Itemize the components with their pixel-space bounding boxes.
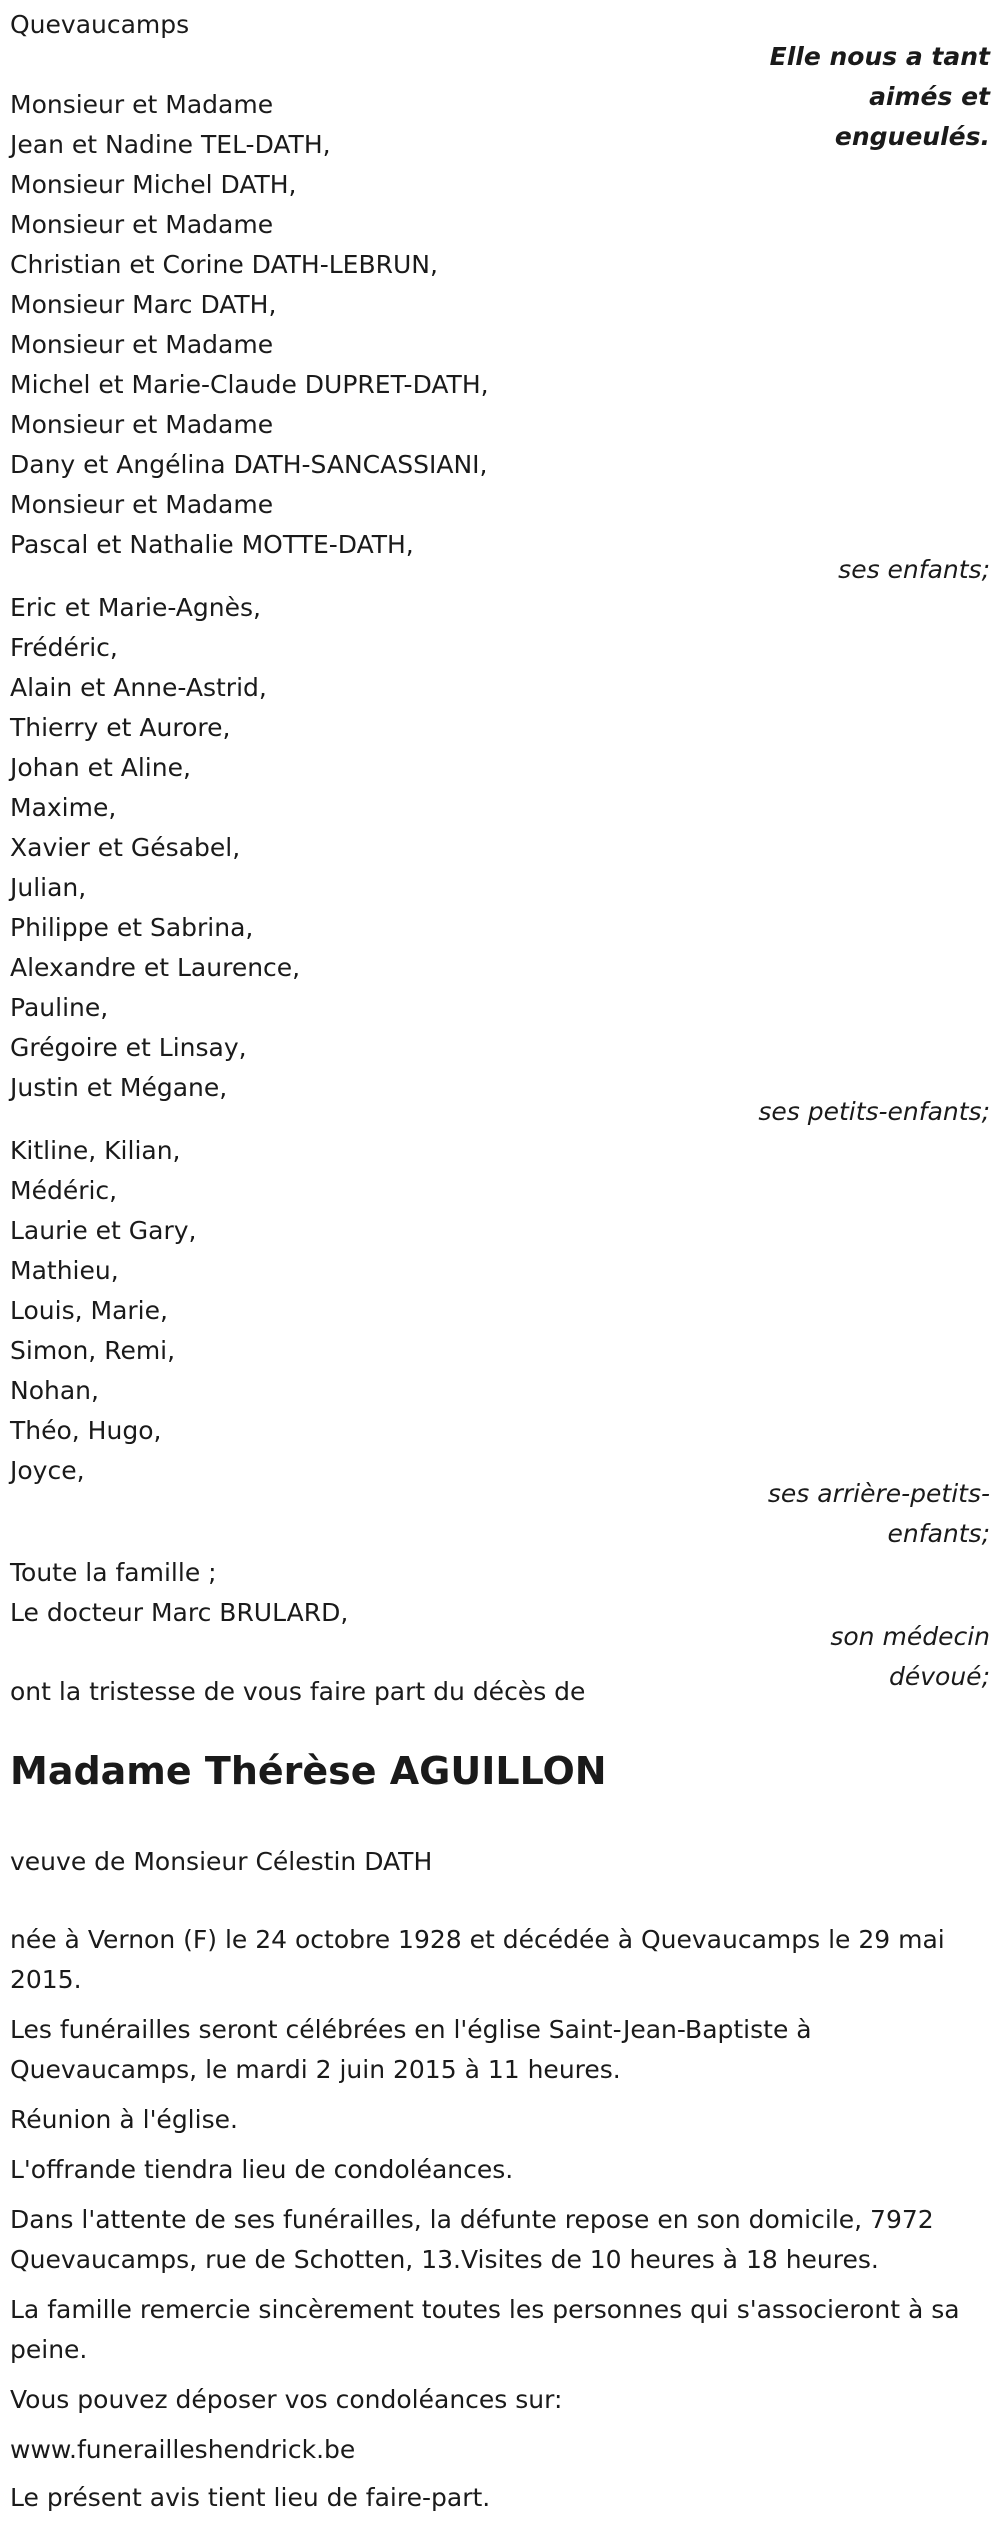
list-item: Monsieur et Madame: [10, 210, 274, 239]
children-label: ses enfants;: [838, 555, 990, 584]
list-item: Monsieur et Madame: [10, 490, 274, 519]
list-item: Michel et Marie-Claude DUPRET-DATH,: [10, 370, 489, 399]
list-item: Christian et Corine DATH-LEBRUN,: [10, 250, 438, 279]
list-item: Nohan,: [10, 1376, 99, 1405]
doctor-label: son médecin dévoué;: [830, 1622, 990, 1691]
list-item: Pascal et Nathalie MOTTE-DATH,: [10, 530, 414, 559]
website-link[interactable]: www.funerailleshendrick.be: [10, 2435, 356, 2464]
list-item: Alain et Anne-Astrid,: [10, 673, 267, 702]
list-item: Dany et Angélina DATH-SANCASSIANI,: [10, 450, 488, 479]
deceased-name: Madame Thérèse AGUILLON: [10, 1749, 607, 1793]
list-item: Joyce,: [10, 1456, 85, 1485]
list-item: Louis, Marie,: [10, 1296, 168, 1325]
list-item: Monsieur et Madame: [10, 90, 274, 119]
list-item: Médéric,: [10, 1176, 118, 1205]
widow-of-line: veuve de Monsieur Célestin DATH: [10, 1847, 433, 1876]
list-item: Grégoire et Linsay,: [10, 1033, 247, 1062]
offering-paragraph: L'offrande tiendra lieu de condoléances.: [10, 2155, 514, 2184]
list-item: Julian,: [10, 873, 87, 902]
rest-paragraph: Dans l'attente de ses funérailles, la défunte repose en son domicile, 7972 Quevaucamps, rue de Schotten, 13.Visites de 10 heures à 18 heures.: [10, 2205, 934, 2274]
list-item: Philippe et Sabrina,: [10, 913, 254, 942]
meeting-paragraph: Réunion à l'église.: [10, 2105, 238, 2134]
thanks-paragraph: La famille remercie sincèrement toutes les personnes qui s'associeront à sa peine.: [10, 2295, 960, 2364]
family-line: Toute la famille ;: [10, 1558, 217, 1587]
great-grandchildren-label: ses arrière-petits-enfants;: [767, 1479, 990, 1548]
list-item: Justin et Mégane,: [10, 1073, 228, 1102]
list-item: Monsieur Michel DATH,: [10, 170, 297, 199]
list-item: Frédéric,: [10, 633, 118, 662]
list-item: Monsieur Marc DATH,: [10, 290, 277, 319]
list-item: Thierry et Aurore,: [10, 713, 231, 742]
list-item: Eric et Marie-Agnès,: [10, 593, 261, 622]
grandchildren-list: [10, 588, 300, 1108]
funeral-paragraph: Les funérailles seront célébrées en l'église Saint-Jean-Baptiste à Quevaucamps, le mardi 2 juin 2015 à 11 heures.: [10, 2015, 812, 2084]
list-item: Pauline,: [10, 993, 109, 1022]
list-item: Maxime,: [10, 793, 117, 822]
list-item: Monsieur et Madame: [10, 330, 274, 359]
list-item: Monsieur et Madame: [10, 410, 274, 439]
children-list: [10, 85, 489, 565]
notice-paragraph: Le présent avis tient lieu de faire-part.: [10, 2483, 491, 2512]
town-header: Quevaucamps: [10, 10, 190, 39]
announcement-line: ont la tristesse de vous faire part du décès de: [10, 1677, 586, 1706]
list-item: Laurie et Gary,: [10, 1216, 197, 1245]
doctor-line: Le docteur Marc BRULARD,: [10, 1598, 349, 1627]
motto-quote: Elle nous a tant aimés et engueulés.: [769, 42, 990, 151]
list-item: Xavier et Gésabel,: [10, 833, 241, 862]
list-item: Mathieu,: [10, 1256, 119, 1285]
grandchildren-label: ses petits-enfants;: [758, 1097, 990, 1126]
condolences-paragraph: Vous pouvez déposer vos condoléances sur:: [10, 2385, 563, 2414]
list-item: Théo, Hugo,: [10, 1416, 162, 1445]
birth-death-paragraph: née à Vernon (F) le 24 octobre 1928 et décédée à Quevaucamps le 29 mai 2015.: [10, 1925, 945, 1994]
list-item: Alexandre et Laurence,: [10, 953, 301, 982]
great-grandchildren-list: [10, 1131, 197, 1491]
list-item: Jean et Nadine TEL-DATH,: [10, 130, 331, 159]
list-item: Kitline, Kilian,: [10, 1136, 181, 1165]
list-item: Simon, Remi,: [10, 1336, 176, 1365]
list-item: Johan et Aline,: [10, 753, 191, 782]
